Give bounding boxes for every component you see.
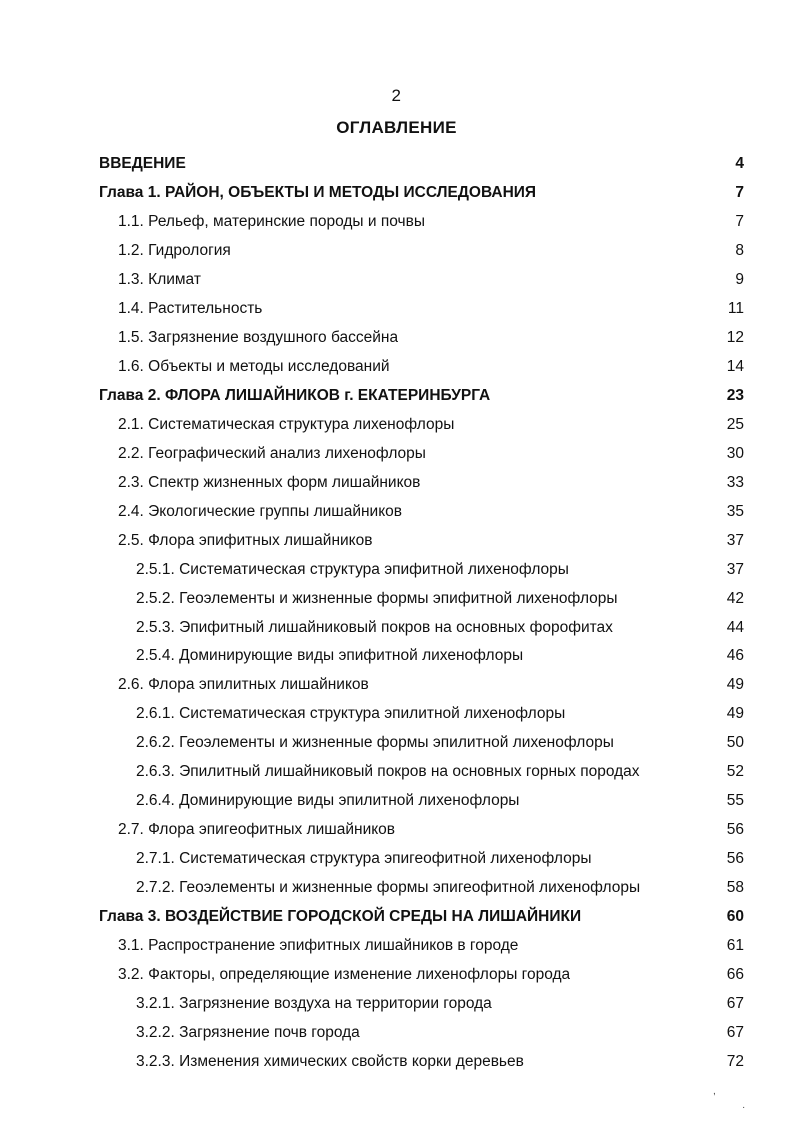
toc-entry-page: 56 (726, 850, 744, 868)
toc-entry-title: 2.7. Флора эпигеофитных лишайников (118, 821, 396, 839)
toc-entry-page: 66 (726, 966, 744, 984)
toc-entry-page: 61 (726, 937, 744, 955)
toc-entry (99, 874, 744, 903)
table-of-contents (99, 150, 744, 1077)
toc-entry (99, 324, 744, 353)
toc-entry-page: 35 (726, 502, 744, 520)
toc-entry (99, 498, 744, 527)
toc-entry-title: 2.6.1. Систематическая структура эпилитной лихенофлоры (136, 705, 566, 723)
toc-entry (99, 729, 744, 758)
toc-entry-title: ВВЕДЕНИЕ (99, 155, 186, 172)
toc-entry (99, 700, 744, 729)
toc-entry-title: 3.2.1. Загрязнение воздуха на территории города (136, 995, 492, 1013)
toc-entry (99, 932, 744, 961)
toc-entry-page: 23 (726, 386, 744, 404)
toc-entry (99, 845, 744, 874)
toc-entry-page: 56 (726, 821, 744, 839)
toc-entry-title: 3.1. Распространение эпифитных лишайников в городе (118, 937, 519, 955)
toc-entry-page: 9 (735, 270, 744, 288)
toc-entry (99, 990, 744, 1019)
toc-entry-page: 58 (726, 879, 744, 897)
toc-entry-title: 2.7.1. Систематическая структура эпигеофитной лихенофлоры (136, 850, 592, 868)
toc-entry-title: 3.2. Факторы, определяющие изменение лихенофлоры города (118, 966, 571, 984)
toc-entry-title: 2.4. Экологические группы лишайников (118, 502, 403, 520)
toc-entry (99, 208, 744, 237)
toc-entry-page: 12 (726, 328, 744, 346)
toc-entry-page: 44 (726, 618, 744, 636)
toc-entry-title: 2.3. Спектр жизненных форм лишайников (118, 473, 421, 491)
toc-entry (99, 614, 744, 643)
toc-entry-title: Глава 1. РАЙОН, ОБЪЕКТЫ И МЕТОДЫ ИССЛЕДОВАНИЯ (99, 183, 537, 201)
toc-entry (99, 266, 744, 295)
toc-entry-page: 42 (726, 589, 744, 607)
toc-entry-title: 2.6. Флора эпилитных лишайников (118, 676, 369, 694)
toc-entry-title: 1.5. Загрязнение воздушного бассейна (118, 328, 399, 346)
toc-entry-page: 7 (735, 212, 744, 230)
toc-entry-title: 2.6.4. Доминирующие виды эпилитной лихенофлоры (136, 792, 520, 810)
toc-entry-page: 8 (735, 241, 744, 259)
toc-entry-title: Глава 2. ФЛОРА ЛИШАЙНИКОВ г. ЕКАТЕРИНБУРГА (99, 386, 491, 404)
toc-entry (99, 1048, 744, 1077)
toc-entry-title: 3.2.2. Загрязнение почв города (136, 1024, 360, 1042)
toc-entry-title: 2.2. Географический анализ лихенофлоры (118, 444, 426, 462)
toc-entry (99, 585, 744, 614)
toc-entry (99, 411, 744, 440)
toc-entry (99, 179, 744, 208)
page-number: 2 (391, 86, 402, 105)
toc-entry-title: 2.5. Флора эпифитных лишайников (118, 531, 373, 549)
toc-entry-title: 2.1. Систематическая структура лихенофлоры (118, 415, 455, 433)
toc-entry-title: 2.5.4. Доминирующие виды эпифитной лихенофлоры (136, 647, 524, 665)
toc-entry-title: 2.5.1. Систематическая структура эпифитной лихенофлоры (136, 560, 569, 578)
toc-entry-page: 7 (735, 183, 744, 201)
toc-entry (99, 816, 744, 845)
toc-entry-page: 49 (726, 676, 744, 694)
toc-entry-title: 2.6.2. Геоэлементы и жизненные формы эпилитной лихенофлоры (136, 734, 614, 752)
toc-entry-page: 46 (726, 647, 744, 665)
toc-entry (99, 382, 744, 411)
toc-entry-page: 37 (726, 560, 744, 578)
toc-entry-page: 72 (726, 1053, 744, 1071)
toc-entry (99, 758, 744, 787)
toc-entry-title: 3.2.3. Изменения химических свойств корки деревьев (136, 1053, 524, 1071)
toc-entry-page: 55 (726, 792, 744, 810)
toc-entry-page: 30 (726, 444, 744, 462)
toc-entry-title: 1.4. Растительность (118, 299, 263, 317)
toc-entry (99, 527, 744, 556)
toc-entry (99, 150, 744, 179)
toc-entry-page: 52 (726, 763, 744, 781)
toc-entry-title: 1.1. Рельеф, материнские породы и почвы (118, 212, 425, 230)
toc-entry-page: 14 (726, 357, 744, 375)
toc-entry (99, 295, 744, 324)
toc-entry-page: 49 (726, 705, 744, 723)
toc-entry (99, 961, 744, 990)
toc-entry-title: 2.7.2. Геоэлементы и жизненные формы эпигеофитной лихенофлоры (136, 879, 641, 897)
scan-speck: , (713, 1086, 716, 1097)
toc-entry-page: 60 (726, 908, 744, 926)
toc-entry (99, 556, 744, 585)
toc-entry-page: 67 (726, 1024, 744, 1042)
toc-entry-title: 2.5.3. Эпифитный лишайниковый покров на основных форофитах (136, 618, 613, 636)
toc-entry (99, 903, 744, 932)
toc-heading: ОГЛАВЛЕНИЕ (336, 118, 457, 137)
toc-entry-title: 1.3. Климат (118, 270, 201, 288)
toc-entry (99, 469, 744, 498)
toc-entry-page: 37 (726, 531, 744, 549)
toc-entry (99, 440, 744, 469)
toc-entry-title: 2.6.3. Эпилитный лишайниковый покров на основных горных породах (136, 763, 640, 781)
scan-speck: · (742, 1102, 746, 1113)
toc-entry (99, 353, 744, 382)
toc-entry-page: 50 (726, 734, 744, 752)
toc-entry-title: 1.2. Гидрология (118, 241, 231, 259)
toc-entry-page: 11 (727, 299, 744, 317)
toc-entry-title: 2.5.2. Геоэлементы и жизненные формы эпифитной лихенофлоры (136, 589, 618, 607)
toc-entry-title: 1.6. Объекты и методы исследований (118, 357, 390, 375)
toc-entry (99, 237, 744, 266)
toc-entry-title: Глава 3. ВОЗДЕЙСТВИЕ ГОРОДСКОЙ СРЕДЫ НА ЛИШАЙНИКИ (99, 908, 582, 926)
toc-entry-page: 33 (726, 473, 744, 491)
toc-entry (99, 1019, 744, 1048)
toc-entry-page: 25 (726, 415, 744, 433)
toc-entry (99, 642, 744, 671)
toc-entry (99, 787, 744, 816)
toc-entry-page: 67 (726, 995, 744, 1013)
toc-entry-page: 4 (735, 155, 744, 172)
toc-entry (99, 671, 744, 700)
